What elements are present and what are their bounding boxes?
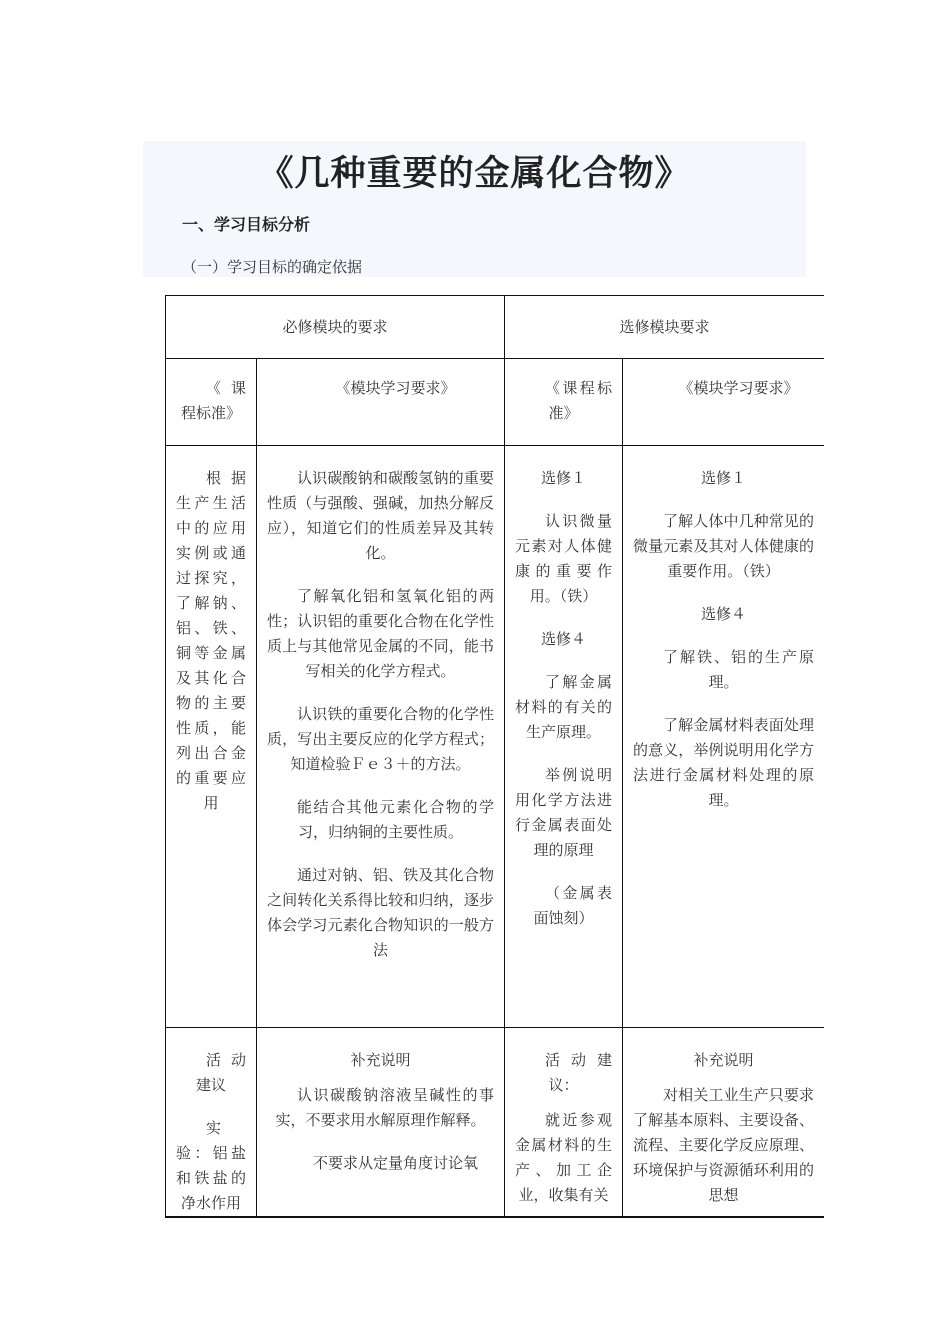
elective-standard-item: 举例说明用化学方法进行金属表面处理的原理 [515, 766, 613, 859]
subheader-curriculum-standard-2: 《课程标准》 [505, 359, 623, 446]
required-module-item: 认识碳酸钠和碳酸氢钠的重要性质（与强酸、强碱，加热分解反应），知道它们的性质差异及其转化。 [267, 469, 495, 562]
required-module-item: 认识铁的重要化合物的化学性质，写出主要反应的化学方程式；知道检验Ｆｅ３＋的方法。 [267, 705, 495, 773]
elective-activity-text: 就近参观金属材料的生产、加工企业，收集有关 [515, 1111, 613, 1204]
requirements-table-wrapper [165, 295, 824, 1218]
required-module-cell [257, 446, 505, 1028]
content-row [166, 446, 825, 1028]
header-row [166, 296, 825, 359]
subheader-row [166, 359, 825, 446]
elective-module-item: 了解铁、铝的生产原理。 [663, 648, 815, 691]
activity-row [166, 1028, 825, 1219]
elective-standard-item: 认识微量元素对人体健康的重要作用。（铁） [515, 512, 613, 605]
required-activity-label: 活动建议 [195, 1051, 246, 1094]
elective-module-cell [623, 446, 824, 1028]
elective-note-item: 对相关工业生产只要求了解基本原料、主要设备、流程、主要化学反应原理、环境保护与资源循环利用的思想 [633, 1086, 815, 1204]
elective-note-cell [623, 1028, 824, 1219]
required-activity-experiment: 实验：铝盐和铁盐的净水作用 [176, 1119, 246, 1212]
elective-activity-label: 活动建议： [545, 1051, 613, 1094]
requirements-table [165, 295, 824, 1218]
sub-heading: （一）学习目标的确定依据 [182, 258, 363, 276]
document-title: 《几种重要的金属化合物》 [258, 154, 691, 194]
elective-module-item: 选修４ [701, 605, 747, 623]
subheader-module-requirements: 《模块学习要求》 [257, 359, 505, 446]
elective-module-item: 了解人体中几种常见的微量元素及其对人体健康的重要作用。（铁） [633, 512, 815, 580]
elective-standard-cell [505, 446, 623, 1028]
section-heading: 一、学习目标分析 [182, 215, 311, 234]
required-activity-cell [166, 1028, 257, 1219]
required-note-item: 认识碳酸钠溶液呈碱性的事实，不要求用水解原理作解释。 [275, 1086, 495, 1129]
elective-activity-cell [505, 1028, 623, 1219]
required-standard-text: 根据生产生活中的应用实例或通过探究，了解钠、铝、铁、铜等金属及其化合物的主要性质，能列出合金的重要应用 [176, 469, 246, 812]
required-module-item: 通过对钠、铝、铁及其化合物之间转化关系得比较和归纳，逐步体会学习元素化合物知识的一般方法 [267, 866, 495, 959]
required-module-item: 了解氧化铝和氢氧化铝的两性；认识铝的重要化合物在化学性质上与其他常见金属的不同，能书写相关的化学方程式。 [267, 587, 495, 680]
header-elective: 选修模块要求 [505, 296, 824, 359]
elective-module-item: 了解金属材料表面处理的意义，举例说明用化学方法进行金属材料处理的原理。 [633, 716, 815, 809]
header-required: 必修模块的要求 [166, 296, 505, 359]
elective-note-title: 补充说明 [693, 1051, 754, 1069]
subheader-curriculum-standard: 《课程标准》 [166, 359, 257, 446]
elective-standard-item: 选修１ [541, 469, 587, 487]
required-note-title: 补充说明 [350, 1051, 411, 1069]
required-module-item: 能结合其他元素化合物的学习，归纳铜的主要性质。 [297, 798, 495, 841]
elective-standard-item: （金属表面蚀刻） [533, 884, 613, 927]
elective-standard-item: 了解金属材料的有关的生产原理。 [515, 673, 613, 741]
elective-standard-item: 选修４ [541, 630, 587, 648]
elective-module-item: 选修１ [701, 469, 747, 487]
required-note-item: 不要求从定量角度讨论氧 [313, 1154, 479, 1172]
required-standard-cell [166, 446, 257, 1028]
subheader-module-requirements-2: 《模块学习要求》 [623, 359, 824, 446]
required-note-cell [257, 1028, 505, 1219]
